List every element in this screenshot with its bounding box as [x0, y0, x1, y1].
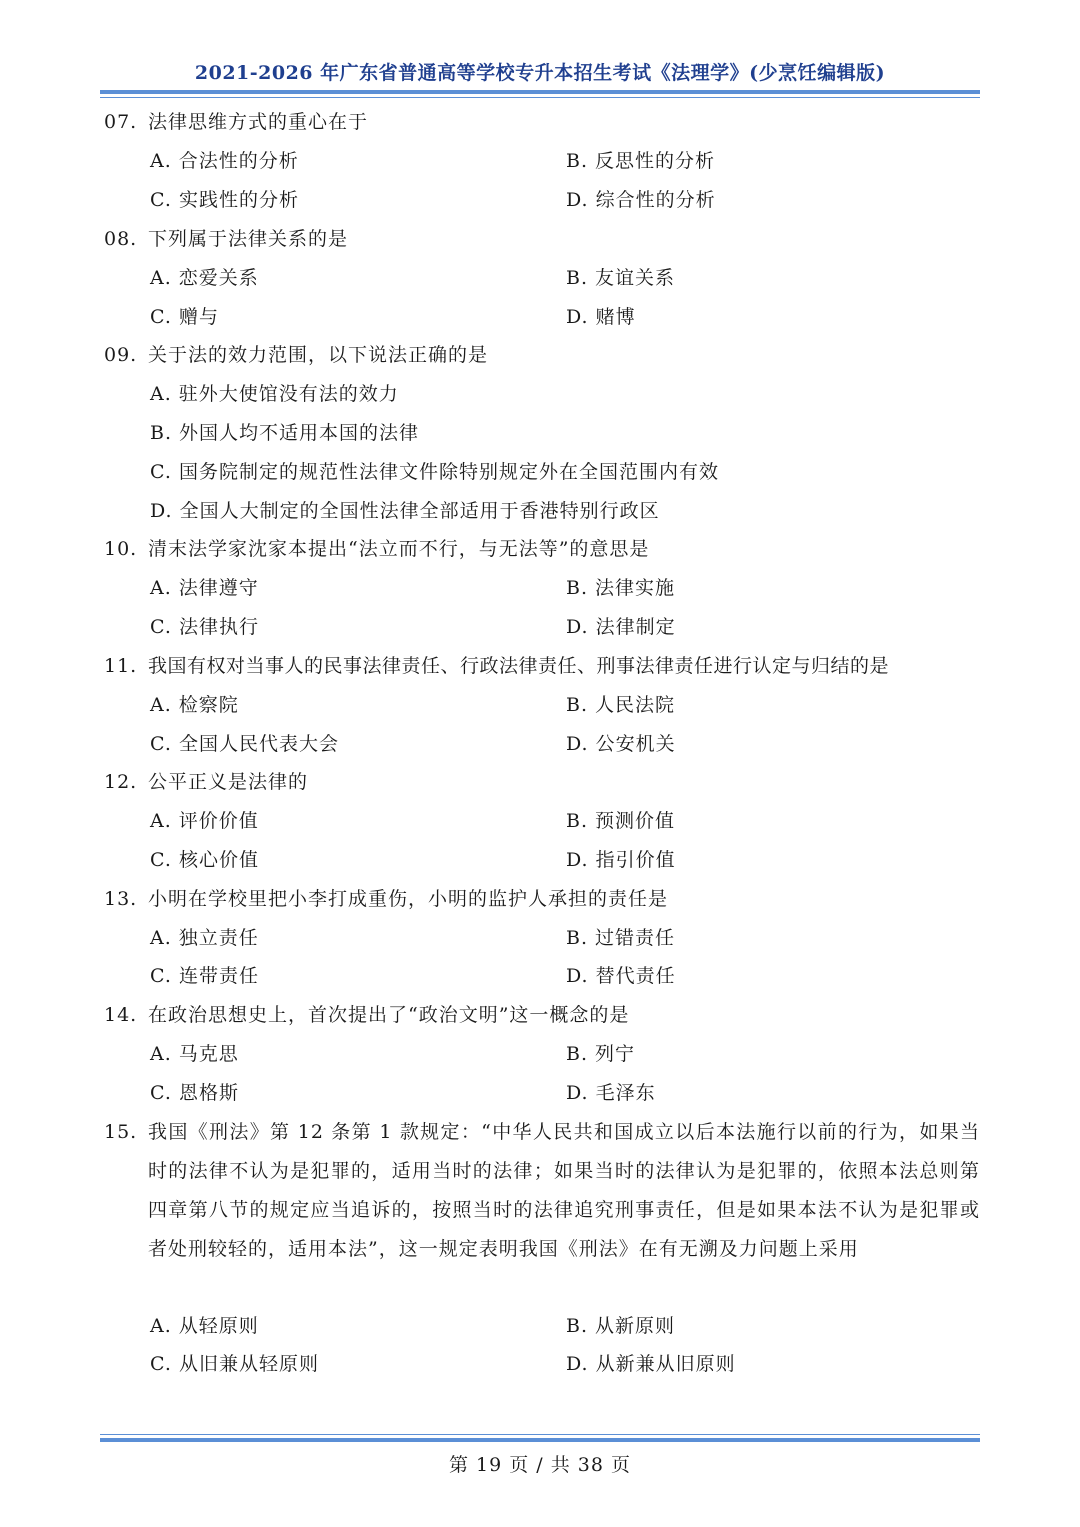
question-09-option-d: D. 全国人大制定的全国性法律全部适用于香港特别行政区 — [150, 500, 660, 522]
question-07-stem: 法律思维方式的重心在于 — [148, 111, 369, 133]
question-10-option-c: C. 法律执行 — [150, 616, 259, 638]
question-11-option-a: A. 检察院 — [150, 694, 239, 716]
question-10-option-d: D. 法律制定 — [566, 616, 676, 638]
question-14-option-a: A. 马克思 — [150, 1043, 239, 1065]
question-07-option-c: C. 实践性的分析 — [150, 189, 299, 211]
page-number: 第 19 页 / 共 38 页 — [449, 1454, 631, 1476]
footer-rule-thin — [100, 1434, 980, 1435]
question-14-option-d: D. 毛泽东 — [566, 1082, 656, 1104]
question-07-number: 07. — [104, 111, 138, 133]
question-14-number: 14. — [104, 1004, 138, 1026]
question-13-option-b: B. 过错责任 — [566, 927, 676, 949]
question-07-option-a: A. 合法性的分析 — [150, 150, 299, 172]
question-10-option-b: B. 法律实施 — [566, 577, 676, 599]
question-07-option-d: D. 综合性的分析 — [566, 189, 716, 211]
question-10-stem: 清末法学家沈家本提出“法立而不行，与无法等”的意思是 — [148, 538, 650, 560]
question-12-stem: 公平正义是法律的 — [148, 771, 309, 793]
question-14-option-c: C. 恩格斯 — [150, 1082, 239, 1104]
question-11-stem: 我国有权对当事人的民事法律责任、行政法律责任、刑事法律责任进行认定与归结的是 — [148, 655, 890, 677]
question-11-option-b: B. 人民法院 — [566, 694, 676, 716]
document-header-title: 2021-2026 年广东省普通高等学校专升本招生考试《法理学》(少烹饪编辑版) — [194, 62, 886, 84]
question-13-stem: 小明在学校里把小李打成重伤，小明的监护人承担的责任是 — [148, 888, 669, 910]
question-08-option-a: A. 恋爱关系 — [150, 267, 259, 289]
footer-rule-thick — [100, 1438, 980, 1442]
header-rule-thick — [100, 90, 980, 94]
header-rule-thin — [100, 97, 980, 98]
question-13-option-d: D. 替代责任 — [566, 965, 676, 987]
question-09-option-a: A. 驻外大使馆没有法的效力 — [150, 383, 399, 405]
question-08-option-c: C. 赠与 — [150, 306, 219, 328]
question-09-stem: 关于法的效力范围，以下说法正确的是 — [148, 344, 489, 366]
question-10-option-a: A. 法律遵守 — [150, 577, 259, 599]
question-08-option-d: D. 赌博 — [566, 306, 636, 328]
question-08-stem: 下列属于法律关系的是 — [148, 228, 349, 250]
question-13-option-c: C. 连带责任 — [150, 965, 259, 987]
question-12-option-b: B. 预测价值 — [566, 810, 676, 832]
question-11-option-d: D. 公安机关 — [566, 733, 676, 755]
question-09-option-b: B. 外国人均不适用本国的法律 — [150, 422, 420, 444]
question-08-option-b: B. 友谊关系 — [566, 267, 676, 289]
question-10-number: 10. — [104, 538, 138, 560]
question-15-option-b: B. 从新原则 — [566, 1315, 676, 1337]
question-15-option-a: A. 从轻原则 — [150, 1315, 259, 1337]
question-13-number: 13. — [104, 888, 138, 910]
question-12-option-c: C. 核心价值 — [150, 849, 259, 871]
question-14-option-b: B. 列宁 — [566, 1043, 636, 1065]
question-11-number: 11. — [104, 655, 138, 677]
question-12-number: 12. — [104, 771, 138, 793]
question-13-option-a: A. 独立责任 — [150, 927, 259, 949]
question-11-option-c: C. 全国人民代表大会 — [150, 733, 339, 755]
question-08-number: 08. — [104, 228, 138, 250]
question-09-option-c: C. 国务院制定的规范性法律文件除特别规定外在全国范围内有效 — [150, 461, 719, 483]
question-15-number: 15. — [104, 1121, 138, 1143]
question-15-stem: 我国《刑法》第 12 条第 1 款规定：“中华人民共和国成立以后本法施行以前的行为，如果当时的法律不认为是犯罪的，适用当时的法律；如果当时的法律认为是犯罪的，依照本法总则第四章第八节的规定应当追诉的，按照当时的法律追究刑事责任，但是如果本法不认为是犯罪或者处刑较轻的，适用本法”，这一规定表明我国《刑法》在有无溯及力问题上采用 — [148, 1121, 980, 1260]
question-14-stem: 在政治思想史上，首次提出了“政治文明”这一概念的是 — [148, 1004, 630, 1026]
question-15-option-d: D. 从新兼从旧原则 — [566, 1353, 736, 1375]
question-09-number: 09. — [104, 344, 138, 366]
question-15-option-c: C. 从旧兼从轻原则 — [150, 1353, 319, 1375]
question-12-option-a: A. 评价价值 — [150, 810, 259, 832]
question-12-option-d: D. 指引价值 — [566, 849, 676, 871]
question-07-option-b: B. 反思性的分析 — [566, 150, 716, 172]
